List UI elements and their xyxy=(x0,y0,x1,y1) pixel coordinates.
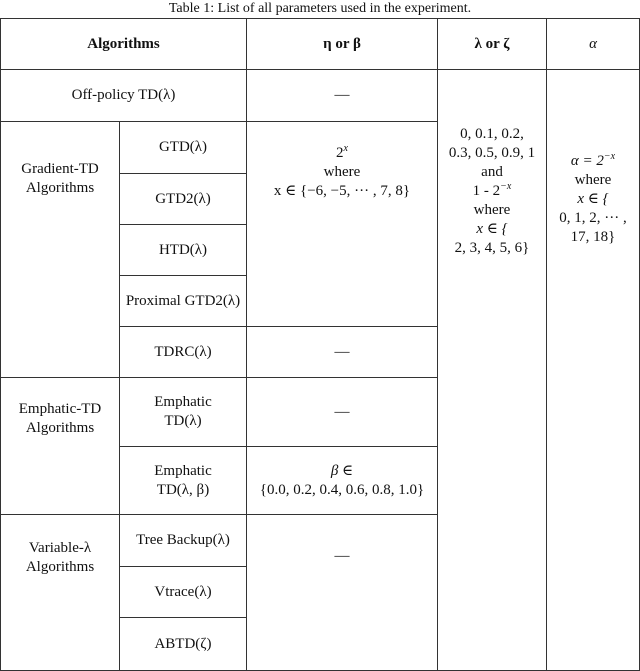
alpha-line: 17, 18} xyxy=(570,229,616,245)
alpha-line: x ∈ { xyxy=(577,191,609,207)
emphatic-td-beta-cell xyxy=(119,446,247,515)
off-policy-eta: — xyxy=(246,69,438,122)
algo-line: TD(λ, β) xyxy=(156,481,210,498)
lambda-line: 0.3, 0.5, 0.9, 1 xyxy=(448,145,536,161)
eta-line: x ∈ {−6, −5, ··· , 7, 8} xyxy=(273,183,411,199)
lambda-line: 0, 0.1, 0.2, xyxy=(460,126,524,142)
lambda-line: x ∈ { xyxy=(476,221,508,237)
header-eta-beta-label: η or β xyxy=(323,35,361,52)
group-label: Algorithms xyxy=(25,180,95,196)
off-policy-td-cell: Off-policy TD(λ) xyxy=(0,69,247,122)
group-label: Algorithms xyxy=(25,420,95,436)
tdrc-eta: — xyxy=(246,326,438,378)
eta-line: {0.0, 0.2, 0.4, 0.6, 0.8, 1.0} xyxy=(259,481,425,498)
gradient-eta-cell xyxy=(246,121,438,327)
header-lambda-zeta: λ or ζ xyxy=(437,18,547,70)
group-label: Emphatic-TD xyxy=(18,401,102,417)
alpha-line: $\alpha = 2^{-x}$ xyxy=(570,151,616,169)
group-label: Gradient-TD xyxy=(21,161,99,177)
lambda-line: $1 - 2^{-x}$ xyxy=(472,181,512,199)
emphatic-td-cell xyxy=(119,377,247,447)
algo-line: Emphatic xyxy=(154,462,212,479)
group-label: Variable-λ xyxy=(28,540,92,556)
emphatic-td-eta: — xyxy=(246,377,438,447)
algo-line: Emphatic xyxy=(154,394,212,410)
proximal-gtd2-cell: Proximal GTD2(λ) xyxy=(119,275,247,327)
abtd-cell: ABTD(ζ) xyxy=(119,617,247,671)
alpha-line: 0, 1, 2, ··· , xyxy=(559,210,627,226)
group-label: Algorithms xyxy=(25,559,95,575)
tree-backup-cell: Tree Backup(λ) xyxy=(119,514,247,567)
alpha-values-cell xyxy=(546,69,640,671)
eta-line: β ∈ xyxy=(330,462,354,479)
variable-eta-cell: — xyxy=(246,514,438,671)
htd-cell: HTD(λ) xyxy=(119,224,247,276)
header-alpha: α xyxy=(546,18,640,70)
lambda-line: where xyxy=(473,202,511,218)
emphatic-td-beta-eta xyxy=(246,446,438,515)
lambda-line: and xyxy=(481,164,503,180)
alpha-line: where xyxy=(574,172,612,188)
lambda-line: 2, 3, 4, 5, 6} xyxy=(454,240,530,256)
emphatic-td-group xyxy=(0,377,120,515)
table-caption: Table 1: List of all parameters used in the experiment. xyxy=(168,1,472,16)
header-eta-beta xyxy=(246,18,438,70)
eta-line: where xyxy=(323,164,361,180)
gtd-cell: GTD(λ) xyxy=(119,121,247,174)
gtd2-cell: GTD2(λ) xyxy=(119,173,247,225)
lambda-values-cell xyxy=(437,69,547,671)
tdrc-cell: TDRC(λ) xyxy=(119,326,247,378)
eta-line: 2$^x$ xyxy=(336,143,348,161)
gradient-td-group xyxy=(0,121,120,378)
variable-lambda-group xyxy=(0,514,120,671)
header-algorithms: Algorithms xyxy=(0,18,247,70)
algo-line: TD(λ) xyxy=(164,413,202,429)
vtrace-cell: Vtrace(λ) xyxy=(119,566,247,618)
